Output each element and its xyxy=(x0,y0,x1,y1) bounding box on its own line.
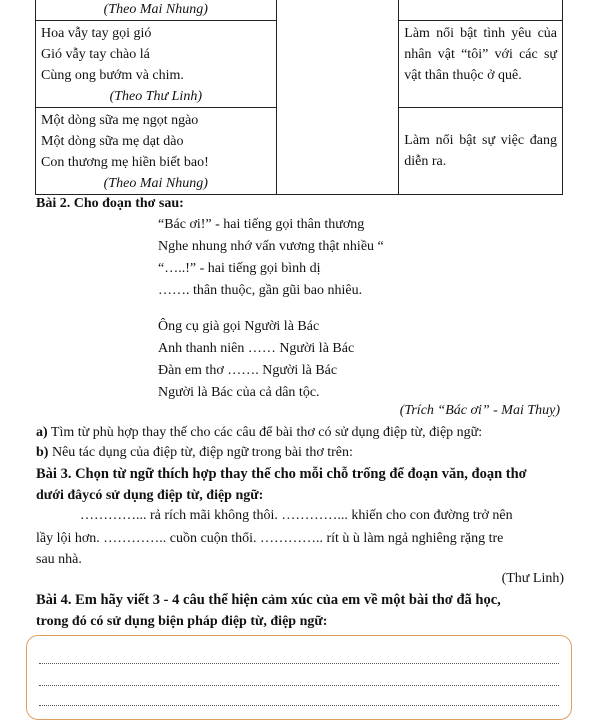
table-row xyxy=(36,108,563,195)
answer-line[interactable] xyxy=(39,663,559,664)
bai2-stanza-1 xyxy=(158,215,384,303)
effect-cell xyxy=(399,0,563,21)
question-label: a) xyxy=(36,425,48,440)
question-label: b) xyxy=(36,445,49,460)
effect-cell: Làm nổi bật sự việc đang diễn ra. xyxy=(399,108,563,195)
poem-cell xyxy=(36,108,277,195)
bai3-paragraph-line: …………... rả rích mãi không thôi. …………... khiến cho con đường trở nên xyxy=(80,508,513,523)
poem-line: “Bác ơi!” - hai tiếng gọi thân thương xyxy=(158,217,365,232)
question-b xyxy=(36,443,353,463)
poem-line: ……. thân thuộc, gần gũi bao nhiêu. xyxy=(158,283,363,298)
effect-cell: Làm nổi bật tình yêu của nhân vật “tôi” với các sự vật thân thuộc ở quê. xyxy=(399,21,563,108)
table-row xyxy=(36,0,563,21)
poem-line: Người là Bác của cả dân tộc. xyxy=(158,385,320,400)
poem-line: Con thương mẹ hiền biết bao! xyxy=(41,155,209,170)
poem-source: (Theo Thư Linh) xyxy=(109,89,202,104)
table-row xyxy=(36,21,563,108)
bai3-source: (Thư Linh) xyxy=(501,571,564,586)
answer-line[interactable] xyxy=(39,685,559,686)
poem-cell xyxy=(36,21,277,108)
question-text: Nêu tác dụng của điệp từ, điệp ngữ trong bài thơ trên: xyxy=(51,445,353,460)
examples-table xyxy=(35,0,563,195)
bai3-paragraph-line: sau nhà. xyxy=(36,552,82,567)
poem-line: Anh thanh niên …… Người là Bác xyxy=(158,341,355,356)
poem-cell xyxy=(36,0,277,21)
bai3-paragraph-line: lầy lội hơn. ………….. cuồn cuộn thổi. ………….. rít ù ù làm ngả nghiêng rặng tre xyxy=(36,531,504,546)
bai4-heading-line-2: trong đó có sử dụng biện pháp điệp từ, điệp ngữ: xyxy=(36,614,328,629)
answer-box[interactable] xyxy=(26,635,572,720)
poem-line: Ông cụ già gọi Người là Bác xyxy=(158,319,320,334)
bai2-stanza-2 xyxy=(158,317,354,405)
poem-line: Hoa vẫy tay gọi gió xyxy=(41,26,152,41)
poem-line: Cùng ong bướm và chim. xyxy=(41,68,184,83)
poem-line: Gió vẫy tay chào lá xyxy=(41,47,150,62)
question-a xyxy=(36,423,482,443)
answer-line[interactable] xyxy=(39,705,559,706)
bai2-heading: Bài 2. Cho đoạn thơ sau: xyxy=(36,196,184,211)
poem-source: (Theo Mai Nhung) xyxy=(103,176,208,191)
poem-line: Nghe nhung nhớ vấn vương thật nhiều “ xyxy=(158,239,384,254)
poem-line: Đàn em thơ ……. Người là Bác xyxy=(158,363,338,378)
bai3-heading-line-1: Bài 3. Chọn từ ngữ thích hợp thay thế cho mỗi chỗ trống để đoạn văn, đoạn thơ xyxy=(36,466,527,482)
bai3-heading-line-2: dưới đâycó sử dụng điệp từ, điệp ngữ: xyxy=(36,488,264,503)
poem-line: Một dòng sữa mẹ ngọt ngào xyxy=(41,113,199,128)
poem-line: “…..!” - hai tiếng gọi bình dị xyxy=(158,261,321,276)
question-text: Tìm từ phù hợp thay thế cho các câu để bài thơ có sử dụng điệp từ, điệp ngữ: xyxy=(50,425,483,440)
bai4-heading-line-1: Bài 4. Em hãy viết 3 - 4 câu thể hiện cảm xúc của em về một bài thơ đã học, xyxy=(36,592,501,608)
bai2-source: (Trích “Bác ơi” - Mai Thuỵ) xyxy=(399,403,560,418)
poem-line: Một dòng sữa mẹ dạt dào xyxy=(41,134,184,149)
poem-source: (Theo Mai Nhung) xyxy=(103,2,208,17)
